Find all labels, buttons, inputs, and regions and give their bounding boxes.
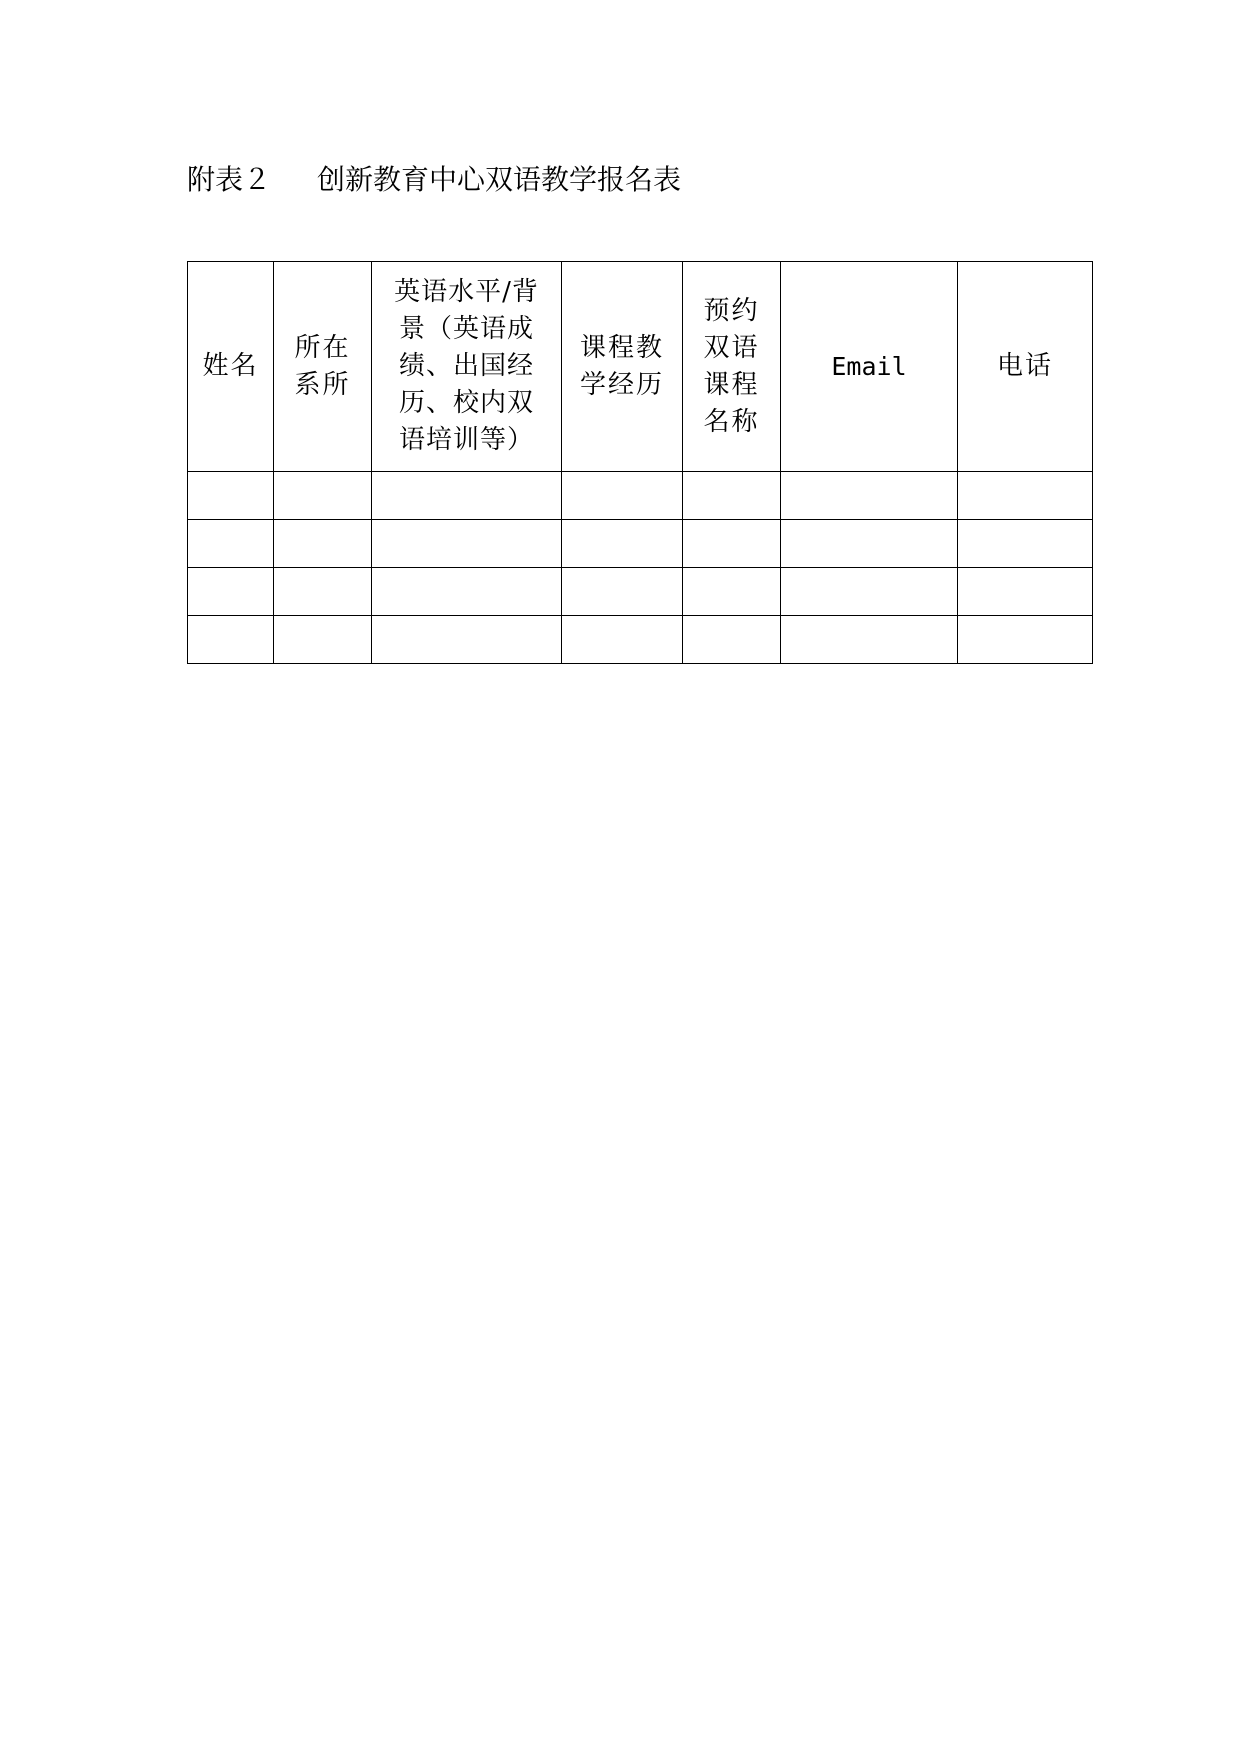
document-title — [187, 160, 681, 200]
table-cell-planned-course[interactable] — [683, 472, 781, 520]
signup-table — [187, 261, 1093, 664]
table-cell-email[interactable] — [781, 472, 958, 520]
table-cell-teaching-experience[interactable] — [562, 568, 683, 616]
table-cell-teaching-experience[interactable] — [562, 472, 683, 520]
table-cell-english-background[interactable] — [372, 616, 562, 664]
table-row — [188, 616, 1093, 664]
title-prefix: 附表２ — [187, 163, 272, 196]
table-cell-email[interactable] — [781, 568, 958, 616]
table-row — [188, 568, 1093, 616]
table-cell-phone[interactable] — [958, 616, 1093, 664]
table-cell-name[interactable] — [188, 472, 274, 520]
table-cell-phone[interactable] — [958, 520, 1093, 568]
table-cell-planned-course[interactable] — [683, 616, 781, 664]
table-cell-planned-course[interactable] — [683, 568, 781, 616]
table-cell-phone[interactable] — [958, 472, 1093, 520]
table-cell-name[interactable] — [188, 568, 274, 616]
header-name: 姓名 — [188, 262, 274, 472]
table-cell-department[interactable] — [274, 616, 372, 664]
table-header-row — [188, 262, 1093, 472]
header-department: 所在 系所 — [274, 262, 372, 472]
table-cell-english-background[interactable] — [372, 472, 562, 520]
table-row — [188, 520, 1093, 568]
title-main: 创新教育中心双语教学报名表 — [317, 163, 682, 196]
table-cell-email[interactable] — [781, 616, 958, 664]
header-phone: 电话 — [958, 262, 1093, 472]
table-cell-department[interactable] — [274, 472, 372, 520]
header-teaching-experience: 课程教 学经历 — [562, 262, 683, 472]
table-row — [188, 472, 1093, 520]
table-cell-name[interactable] — [188, 616, 274, 664]
table-cell-name[interactable] — [188, 520, 274, 568]
header-planned-course: 预约 双语 课程 名称 — [683, 262, 781, 472]
table-cell-teaching-experience[interactable] — [562, 616, 683, 664]
header-email: Email — [781, 262, 958, 472]
header-english-background: 英语水平/背 景（英语成 绩、出国经 历、校内双 语培训等） — [372, 262, 562, 472]
table-cell-planned-course[interactable] — [683, 520, 781, 568]
table-cell-english-background[interactable] — [372, 520, 562, 568]
table-cell-english-background[interactable] — [372, 568, 562, 616]
table-cell-teaching-experience[interactable] — [562, 520, 683, 568]
table-cell-department[interactable] — [274, 520, 372, 568]
table-cell-phone[interactable] — [958, 568, 1093, 616]
table-cell-department[interactable] — [274, 568, 372, 616]
table-cell-email[interactable] — [781, 520, 958, 568]
